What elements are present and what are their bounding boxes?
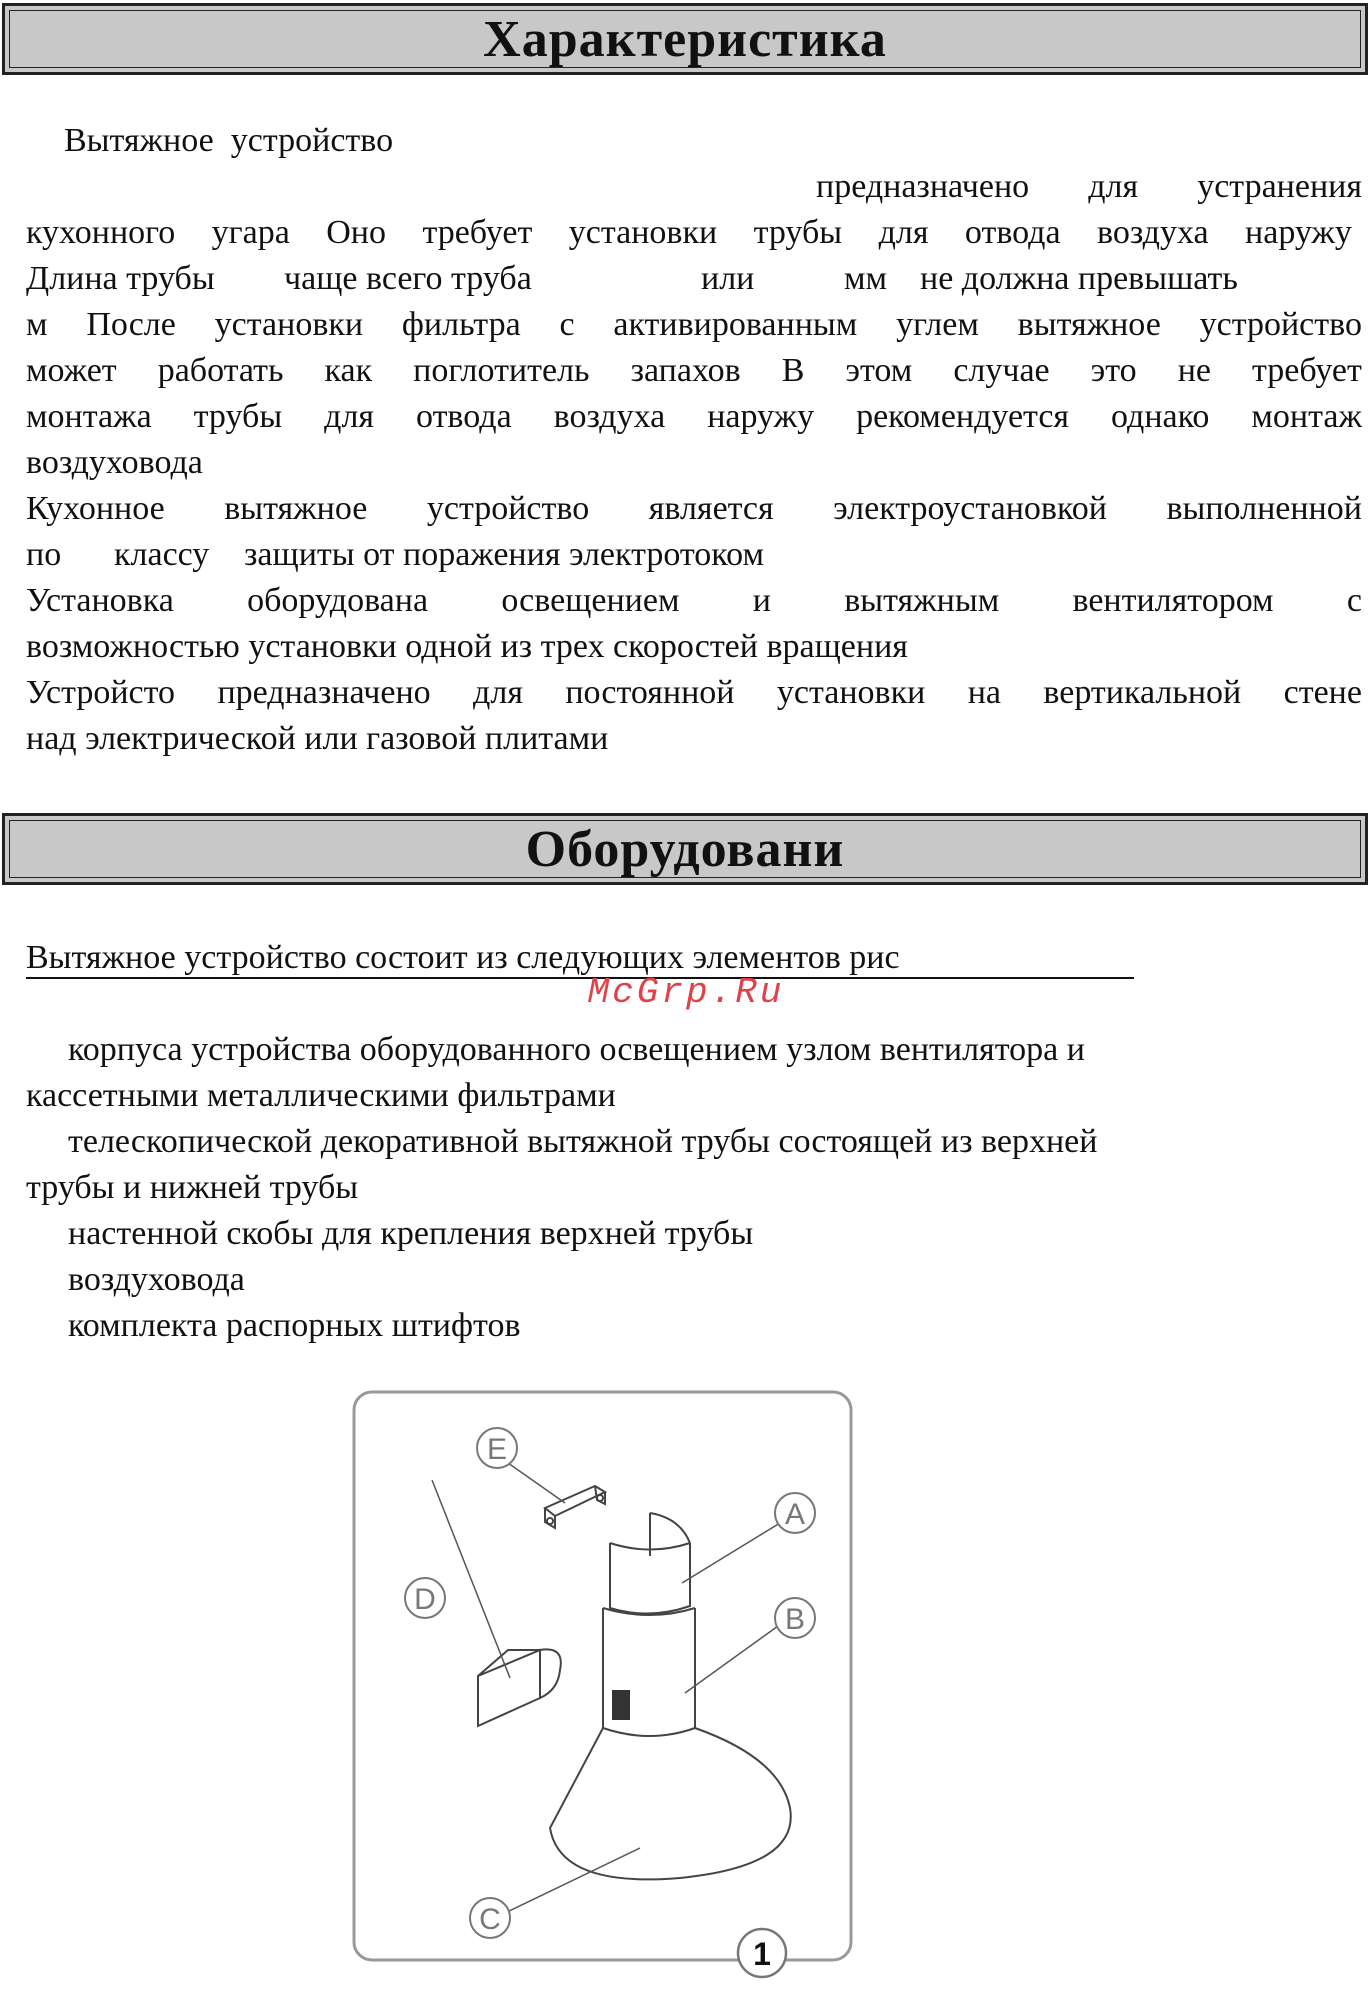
- callout-label: C: [479, 1903, 501, 1936]
- watermark: McGrp.Ru: [587, 972, 785, 1013]
- callout-label: E: [486, 1433, 508, 1466]
- text-line: монтажа трубы для отвода воздуха наружу рекомендуется однако монтаж: [26, 398, 1362, 435]
- hood-body-part: [550, 1728, 791, 1879]
- equipment-intro: Вытяжное устройство состоит из следующих элементов рис: [26, 939, 900, 976]
- callout-c: [470, 1898, 510, 1938]
- section-banner-characteristics: [2, 3, 1368, 75]
- wall-bracket-part: [545, 1486, 605, 1528]
- list-item: трубы и нижней трубы: [26, 1169, 359, 1206]
- callout-d: [405, 1578, 445, 1618]
- figure-number-badge: [738, 1929, 786, 1977]
- list-item: корпуса устройства оборудованного освещением узлом вентилятора и: [68, 1031, 1085, 1068]
- lower-tube-part: [603, 1608, 695, 1736]
- callout-a: [775, 1493, 815, 1533]
- text-line: Кухонное вытяжное устройство является электроустановкой выполненной: [26, 490, 1362, 527]
- text-line: Вытяжное устройство: [64, 122, 394, 159]
- text-line: Длина трубы чаще всего труба или мм не должна превышать: [26, 260, 1238, 297]
- callout-label: A: [784, 1498, 806, 1531]
- section-title: Характеристика: [483, 10, 887, 68]
- hood-diagram: [350, 1388, 855, 1988]
- callout-label: D: [414, 1583, 436, 1616]
- list-item: воздуховода: [68, 1261, 245, 1298]
- text-line: возможностью установки одной из трех скоростей вращения: [26, 628, 908, 665]
- text-line: предназначено для устранения: [816, 168, 1362, 205]
- list-item: настенной скобы для крепления верхней трубы: [68, 1215, 754, 1252]
- section-banner-equipment: [2, 813, 1368, 885]
- leader-lines: [432, 1463, 780, 1913]
- text-line: над электрической или газовой плитами: [26, 720, 609, 757]
- section-title: Оборудовани: [525, 820, 845, 878]
- callout-e: [477, 1428, 517, 1468]
- list-item: комплекта распорных штифтов: [68, 1307, 521, 1344]
- text-line: Установка оборудована освещением и вытяжным вентилятором с: [26, 582, 1362, 619]
- text-line: м После установки фильтра с активированным углем вытяжное устройство: [26, 306, 1362, 343]
- list-item: телескопической декоративной вытяжной трубы состоящей из верхней: [68, 1123, 1098, 1160]
- upper-tube-part: [610, 1513, 690, 1614]
- callout-b: [775, 1598, 815, 1638]
- text-line: по классу защиты от поражения электротоком: [26, 536, 764, 573]
- text-line: Устройсто предназначено для постоянной установки на вертикальной стене: [26, 674, 1362, 711]
- air-duct-part: [478, 1649, 561, 1726]
- text-line: воздуховода: [26, 444, 203, 481]
- list-item: кассетными металлическими фильтрами: [26, 1077, 616, 1114]
- text-line: может работать как поглотитель запахов В этом случае это не требует: [26, 352, 1362, 389]
- text-line: кухонного угара Оно требует установки трубы для отвода воздуха наружу: [26, 214, 1352, 251]
- figure-number: 1: [753, 1936, 771, 1972]
- callout-label: B: [784, 1603, 806, 1636]
